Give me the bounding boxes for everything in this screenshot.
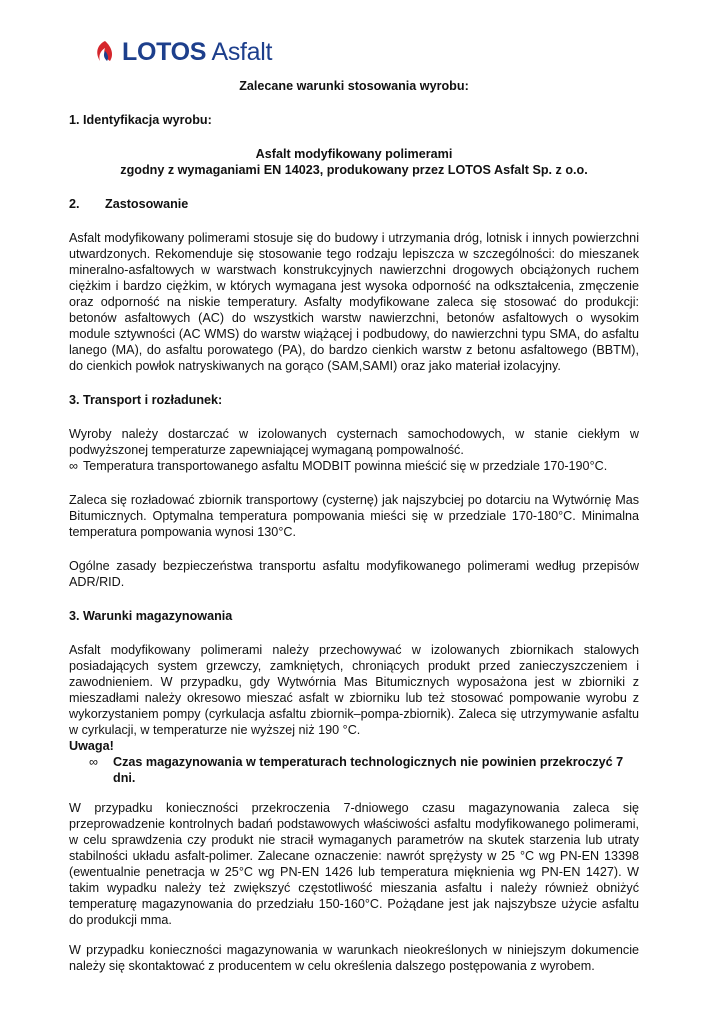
section-3-paragraph-2: Zaleca się rozładować zbiornik transportowy (cysternę) jak najszybciej po dotarciu na Wytwórnię Mas Bitumicznych. Optymalna temperatura pompowania mieści się w przedziale 170-180°C. Minimalna temperatura pompowania wynosi 130°C. — [69, 493, 639, 539]
lotos-flame-icon — [92, 39, 118, 65]
lotos-asfalt-logo — [92, 38, 272, 66]
bullet-icon: ∞ — [69, 459, 78, 473]
note-bullet — [69, 754, 639, 786]
bullet-icon: ∞ — [89, 755, 98, 769]
logo-product: Asfalt — [211, 38, 273, 66]
section-1-heading: 1. Identyfikacja wyrobu: — [69, 113, 212, 127]
section-2-text: Asfalt modyfikowany polimerami stosuje się do budowy i utrzymania dróg, lotnisk i innych powierzchni utwardzonych. Rekomenduje się stosowanie tego rodzaju lepiszcza w szczególności: do mieszanek mineralno-asfaltowych w warstwach konstrukcyjnych nawierzchni drogowych obciążonych ruchem ciężkim i bardzo ciężkim, w których wymagana jest wysoka odporność na odkształcenia, zmęczenie oraz odporność na niskie temperatury. Asfalty modyfikowane zaleca się stosować do produkcji: betonów asfaltowych (AC) do wszystkich warstw nawierzchni, betonów asfaltowych o wysokim module sztywności (AC WMS) do warstw wiążącej i podbudowy, do nawierzchni typu SMA, do asfaltu lanego (MA), do asfaltu porowatego (PA), do bardzo cienkich warstw z betonu asfaltowego (BBTM), do cienkich powłok natryskiwanych na gorąco (SAM,SAMI) oraz jako materiał izolacyjny. — [69, 231, 639, 373]
section-2-title: Zastosowanie — [105, 197, 189, 211]
section-2-heading — [69, 196, 639, 212]
document-page — [69, 78, 639, 974]
product-name: Asfalt modyfikowany polimerami — [255, 147, 453, 161]
logo-brand: LOTOS — [122, 38, 207, 66]
note-label: Uwaga! — [69, 739, 114, 753]
product-standard: zgodny z wymaganiami EN 14023, produkowany przez LOTOS Asfalt Sp. z o.o. — [120, 163, 588, 177]
note-bullet-text: Czas magazynowania w temperaturach technologicznych nie powinien przekroczyć 7 dni. — [113, 755, 624, 785]
section-3-heading: 3. Transport i rozładunek: — [69, 393, 223, 407]
section-3-paragraph-1: Wyroby należy dostarczać w izolowanych cysternach samochodowych, w stanie ciekłym w podwyższonej temperaturze zapewniającej wymaganą pompowalność. — [69, 427, 639, 457]
document-title: Zalecane warunki stosowania wyrobu: — [239, 79, 469, 93]
section-4-heading: 3. Warunki magazynowania — [69, 609, 233, 623]
section-3-bullet-text: Temperatura transportowanego asfaltu MODBIT powinna mieścić się w przedziale 170-190°C. — [83, 459, 608, 473]
section-3-bullet — [69, 458, 639, 474]
section-3-paragraph-3: Ogólne zasady bezpieczeństwa transportu asfaltu modyfikowanego polimerami według przepisów ADR/RID. — [69, 559, 639, 589]
section-4-paragraph-3: W przypadku konieczności magazynowania w warunkach nieokreślonych w niniejszym dokumencie należy się skontaktować z producentem w celu określenia dalszego postępowania z wyrobem. — [69, 943, 639, 973]
section-4-paragraph-2: W przypadku konieczności przekroczenia 7-dniowego czasu magazynowania zaleca się przeprowadzenie kontrolnych badań podstawowych właściwości asfaltu modyfikowanego polimerami, w celu sprawdzenia czy produkt nie stracił wymaganych parametrów na skutek starzenia lub utraty stabilności układu asfalt-polimer. Zalecane oznaczenie: nawrót sprężysty w 25 °C wg PN-EN 13398 (ewentualnie penetracja w 25°C wg PN-EN 1426 lub temperatura mięknienia wg PN-EN 1427). W takim wypadku należy też zwiększyć częstotliwość mieszania asfaltu i należy również obniżyć temperaturę magazynowania do przedziału 150-160°C. Pożądane jest jak najszybsze użycie asfaltu do produkcji mma. — [69, 801, 639, 927]
section-2-number: 2. — [69, 197, 80, 211]
section-4-paragraph-1: Asfalt modyfikowany polimerami należy przechowywać w izolowanych zbiornikach stalowych posiadających system grzewczy, zamkniętych, chroniących produkt przed zanieczyszczeniem i zawodnieniem. W przypadku, gdy Wytwórnia Mas Bitumicznych wyposażona jest w zbiorniki z mieszadłami należy okresowo mieszać asfalt w zbiorniku lub też stosować pompowanie wyrobu z wykorzystaniem pompy (cyrkulacja asfaltu zbiornik–pompa-zbiornik). Zaleca się utrzymywanie asfaltu w cyrkulacji, w temperaturze nie wyższej niż 190 °C. — [69, 643, 639, 737]
